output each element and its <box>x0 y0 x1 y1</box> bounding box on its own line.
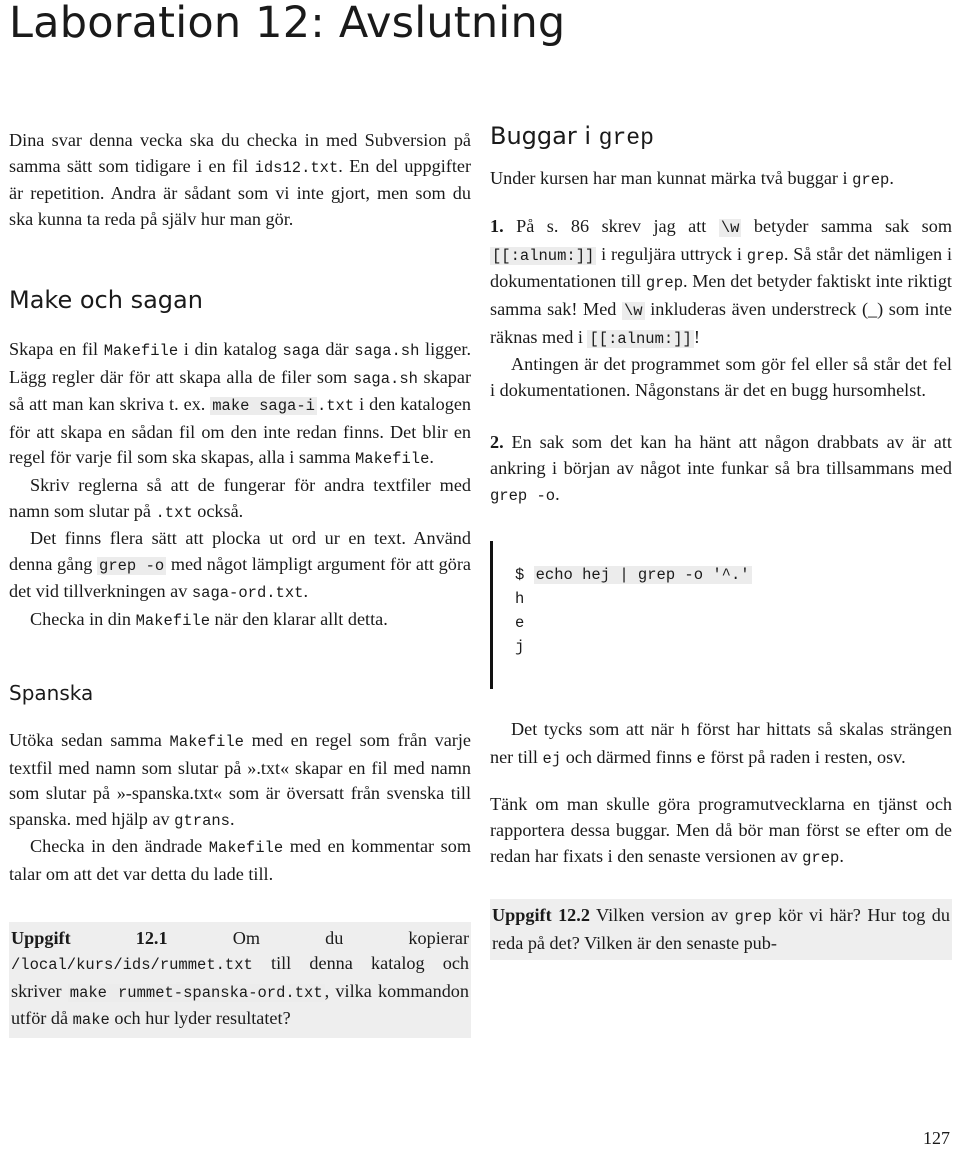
spanska-paragraph-2: Checka in den ändrade Makefile med en kommentar som talar om att det var detta du lade till. <box>9 836 471 885</box>
page-number: 127 <box>923 1128 950 1148</box>
page-title: Laboration 12: Avslutning <box>9 0 566 48</box>
section-heading-buggar: Buggar i grep <box>490 122 654 151</box>
intro-paragraph: Dina svar denna vecka ska du checka in med Subversion på samma sätt som tidigare i en fil ids12.txt. En del uppgifter är repetition. Andra är sådant som vi inte gjort, men som du ska kunna ta reda på själv hur man gör. <box>9 130 472 229</box>
left-column <box>9 128 471 1038</box>
code-command-line: $ echo hej | grep -o '^.' <box>515 566 750 585</box>
task-label: Uppgift 12.2 <box>492 905 590 926</box>
make-paragraph-2: Skriv reglerna så att de fungerar för andra textfiler med namn som slutar på .txt också. <box>9 474 471 522</box>
list-item: 2. En sak som det kan ha hänt att någon drabbats av är att ankring i början av något inte funkar så bra tillsammans med grep -o. <box>490 432 952 505</box>
section-heading-spanska: Spanska <box>9 680 94 705</box>
code-output-line: h <box>515 590 525 609</box>
make-paragraph-1: Skapa en fil Makefile i din katalog saga där saga.sh ligger. Lägg regler där för att skapa alla de filer som saga.sh skapar så att man kan skriva t. ex. make saga-i .txt i den katalogen för att skapa en sådan fil om den inte redan finns. Det blir en regel för varje fil som ska skapas, alla i samma Makefile. <box>9 338 472 469</box>
code-output-line: j <box>515 638 525 657</box>
list-item: 1. På s. 86 skrev jag att \w betyder samma sak som [[:alnum:]] i reguljära uttryck i grep. Så står det nämligen i dokumentationen till grep. Men det betyder faktiskt inte riktigt samma sak! Med \w inkluderas även understreck (_) som inte räknas med i [[:alnum:]] ! Antingen är det programmet som gör fel eller så står det fel i dokumentationen. Någonstans är det en bugg hursomhelst. <box>490 216 953 400</box>
bug-list <box>490 214 952 509</box>
after-code-paragraph: Det tycks som att när h först har hittats så skalas strängen ner till ej och därmed finns e först på raden i resten, osv. <box>490 719 952 768</box>
task-12-1: Uppgift 12.1 Om du kopierar /local/kurs/ids/rummet.txt till denna katalog och skriver make rummet-spanska-ord.txt , vilka kommandon utför då make och hur lyder resultatet? <box>9 922 471 1038</box>
right-column <box>490 124 952 960</box>
make-paragraph-4: Checka in din Makefile när den klarar allt detta. <box>30 608 388 630</box>
code-output-line: e <box>515 614 525 633</box>
spanska-paragraph-1: Utöka sedan samma Makefile med en regel som från varje textfil med namn som slutar på ».txt« skapar en fil med namn som slutar på »-spanska.txt« som är översatt från svenska till spanska. med hjälp av gtrans. <box>9 730 471 830</box>
task-label: Uppgift 12.1 <box>11 927 168 948</box>
task-12-2: Uppgift 12.2 Vilken version av grep kör vi här? Hur tog du reda på det? Vilken är den senaste pub- <box>490 899 952 960</box>
section-heading-make: Make och sagan <box>9 286 203 315</box>
make-paragraph-3: Det finns flera sätt att plocka ut ord ur en text. Använd denna gång grep -o med något lämpligt argument för att göra det vid tillverkningen av saga-ord.txt. <box>9 528 471 603</box>
service-paragraph: Tänk om man skulle göra programutvecklarna en tjänst och rapportera dessa buggar. Men då bör man först se efter om de redan har fixats i den senaste versionen av grep. <box>490 794 952 867</box>
buggar-intro: Under kursen har man kunnat märka två buggar i grep. <box>490 167 894 189</box>
code-example <box>490 541 952 689</box>
